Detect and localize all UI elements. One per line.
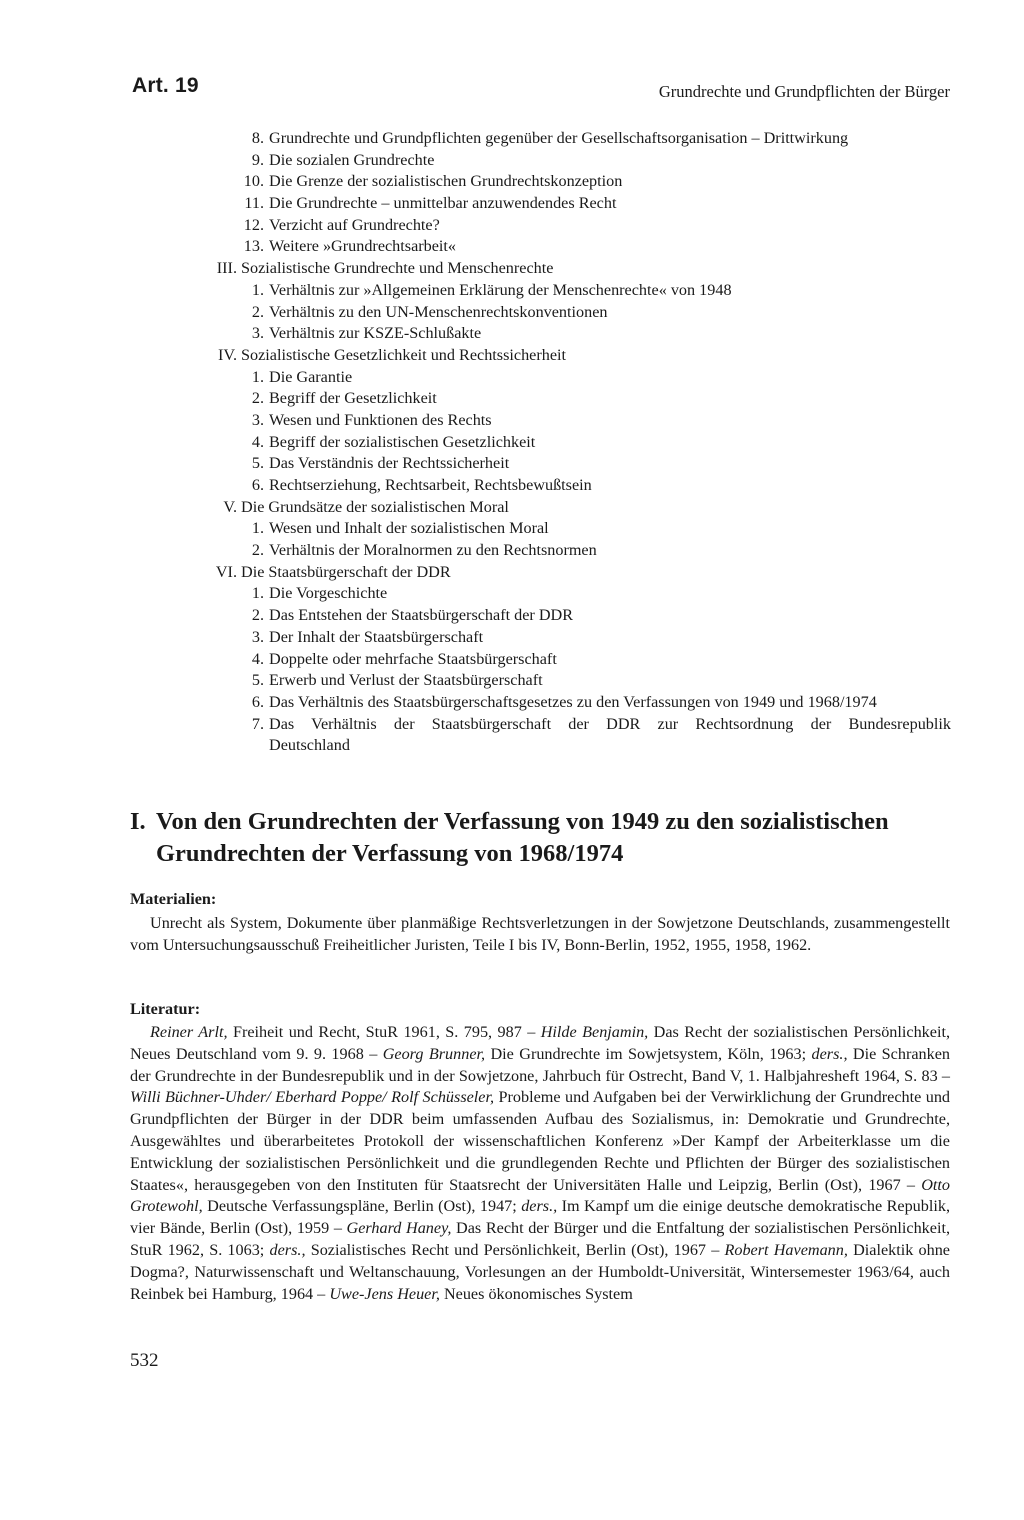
toc-number: 5. — [251, 671, 264, 690]
toc-item — [0, 518, 1024, 540]
toc-item — [0, 410, 1024, 432]
toc-number: 10. — [243, 172, 264, 191]
toc-text: Rechtserziehung, Rechtsarbeit, Rechtsbewußtsein — [269, 476, 592, 494]
toc-number: 2. — [251, 389, 264, 408]
citation-text: Das Recht der sozialistischen Persönlichkeit, Neues Deutschland vom 9. 9. 1968 – — [130, 1023, 950, 1063]
toc-section — [0, 562, 1024, 584]
toc-text: Wesen und Inhalt der sozialistischen Moral — [269, 519, 549, 538]
toc-number: 2. — [251, 606, 264, 625]
literatur-label: Literatur: — [130, 1000, 201, 1018]
toc-text: Wesen und Funktionen des Rechts — [269, 410, 492, 429]
toc-text: Das Verhältnis des Staatsbürgerschaftsgesetzes zu den Verfassungen von 1949 und 1968/1974 — [269, 692, 877, 711]
toc-text: Doppelte oder mehrfache Staatsbürgerschaft — [269, 649, 557, 668]
toc-text: Verhältnis zu den UN-Menschenrechtskonventionen — [269, 302, 608, 321]
toc-text: Die Vorgeschichte — [269, 584, 388, 603]
toc-number: 6. — [251, 692, 264, 711]
toc-text: Die Grenze der sozialistischen Grundrechtskonzeption — [269, 172, 623, 191]
toc-item — [0, 649, 1024, 671]
author-name: Hilde Benjamin, — [540, 1023, 649, 1041]
toc-text: Sozialistische Gesetzlichkeit und Rechtssicherheit — [241, 345, 567, 364]
toc-text-continuation: Deutschland — [269, 736, 350, 755]
toc-number: IV. — [217, 345, 237, 364]
toc-item — [0, 540, 1024, 562]
toc-item — [0, 302, 1024, 324]
toc-number: 3. — [251, 324, 264, 343]
toc-item — [0, 367, 1024, 389]
toc-text: Das Verhältnis der Staatsbürgerschaft der DDR zur Rechtsordnung der Bundesrepublik — [269, 714, 951, 733]
toc-text: Sozialistische Grundrechte und Menschenrechte — [241, 259, 554, 278]
toc-item — [0, 280, 1024, 302]
toc-text: Die Garantie — [269, 367, 353, 386]
author-name: Reiner Arlt, — [150, 1023, 228, 1041]
author-name: Uwe-Jens Heuer, — [329, 1284, 440, 1303]
table-of-contents — [0, 128, 1024, 757]
author-name: Georg Brunner, — [382, 1044, 486, 1063]
author-name: ders., — [521, 1197, 558, 1216]
toc-section — [0, 345, 1024, 367]
citation-text: Dialektik ohne Dogma?, Naturwissenschaft und Weltanschauung, Vorlesungen an der Humboldt-Universität, Wintersemester 1963/64, auch Reinbek bei Hamburg, 1964 – — [130, 1240, 950, 1303]
toc-text: Verhältnis zur KSZE-Schlußakte — [269, 324, 482, 343]
toc-number: 12. — [243, 215, 264, 234]
citation-text: Deutsche Verfassungspläne, Berlin (Ost), 1947; — [202, 1197, 522, 1216]
toc-text: Der Inhalt der Staatsbürgerschaft — [269, 627, 484, 646]
toc-number: 9. — [251, 150, 264, 169]
toc-item — [0, 627, 1024, 649]
toc-number: 1. — [251, 584, 264, 603]
article-label: Art. 19 — [132, 74, 199, 97]
page-number: 532 — [130, 1350, 159, 1371]
toc-text: Die Grundrechte – unmittelbar anzuwendendes Recht — [269, 194, 617, 213]
citation-text: Im Kampf um die einige deutsche demokratische Republik, vier Bände, Berlin (Ost), 1959 – — [130, 1197, 950, 1238]
toc-number: VI. — [215, 562, 237, 581]
toc-item — [0, 193, 1024, 215]
materialien-label: Materialien: — [130, 890, 217, 908]
citation-text: Probleme und Aufgaben bei der Verwirklichung der Grundrechte und Grundpflichten der Bürger in der DDR beim umfassenden Aufbau des Sozialismus, in: Demokratie und Grundrechte, Ausgewähltes und überarbeitetes Protokoll der wissenschaftlichen Konferenz »Der Kampf der Arbeiterklasse um die Entwicklung der sozialistischen Persönlichkeit und die grundlegenden Rechte und Pflichten der Bürger des sozialistischen Staates«, herausgegeben von den Instituten für Staatsrecht der Universitäten Halle und Leipzig, Berlin (Ost), 1967 – — [130, 1088, 951, 1194]
citation-text: Freiheit und Recht, StuR 1961, S. 795, 987 – — [227, 1023, 541, 1041]
toc-number: 3. — [251, 410, 264, 429]
toc-text: Grundrechte und Grundpflichten gegenüber der Gesellschaftsorganisation – Drittwirkung — [269, 129, 849, 147]
toc-text: Verhältnis zur »Allgemeinen Erklärung der Menschenrechte« von 1948 — [269, 280, 732, 299]
toc-number: 4. — [251, 649, 264, 668]
literatur-text — [130, 1022, 950, 1305]
toc-text: Die sozialen Grundrechte — [269, 150, 435, 169]
citation-text: Sozialistisches Recht und Persönlichkeit, Berlin (Ost), 1967 – — [305, 1240, 725, 1259]
toc-number: 13. — [243, 237, 264, 256]
toc-number: 4. — [251, 432, 264, 451]
toc-number: III. — [216, 259, 237, 278]
citation-text: Neues ökonomisches System — [439, 1284, 633, 1303]
toc-section — [0, 258, 1024, 280]
toc-number: 7. — [251, 714, 264, 733]
toc-item — [0, 583, 1024, 605]
toc-item — [0, 475, 1024, 497]
toc-text: Begriff der sozialistischen Gesetzlichkeit — [269, 432, 536, 451]
toc-item — [0, 714, 1024, 736]
citation-text: Die Grundrechte im Sowjetsystem, Köln, 1963; — [485, 1044, 812, 1063]
section-title-line-1: Von den Grundrechten der Verfassung von 1949 zu den sozialistischen — [156, 808, 889, 835]
toc-item — [0, 670, 1024, 692]
toc-number: 1. — [251, 519, 264, 538]
author-name: Robert Havemann, — [724, 1240, 848, 1259]
toc-item — [0, 692, 1024, 714]
toc-text: Die Grundsätze der sozialistischen Moral — [241, 497, 509, 516]
toc-number: 2. — [251, 541, 264, 560]
toc-text: Das Verständnis der Rechtssicherheit — [269, 454, 510, 473]
author-name: ders., — [811, 1044, 848, 1063]
toc-number: 1. — [251, 367, 264, 386]
section-title-line-2: Grundrechten der Verfassung von 1968/1974 — [156, 840, 624, 867]
toc-text: Begriff der Gesetzlichkeit — [269, 389, 437, 408]
toc-item — [0, 453, 1024, 475]
running-title: Grundrechte und Grundpflichten der Bürger — [658, 82, 950, 101]
toc-section — [0, 497, 1024, 519]
toc-item — [0, 236, 1024, 258]
toc-item — [0, 323, 1024, 345]
author-name: ders., — [269, 1240, 306, 1259]
toc-item — [0, 605, 1024, 627]
section-number: I. — [130, 808, 146, 835]
toc-text: Das Entstehen der Staatsbürgerschaft der DDR — [269, 606, 574, 625]
toc-text: Verzicht auf Grundrechte? — [269, 215, 440, 234]
toc-text: Weitere »Grundrechtsarbeit« — [269, 237, 457, 256]
toc-text: Die Staatsbürgerschaft der DDR — [241, 562, 451, 581]
citation-text: Die Schranken der Grundrechte in der Bundesrepublik und in der Sowjetzone, Jahrbuch für Ostrecht, Band V, 1. Halbjahresheft 1964, S. 83 – — [130, 1044, 950, 1085]
toc-item — [0, 128, 1024, 150]
toc-item — [0, 388, 1024, 410]
toc-number: 5. — [251, 454, 264, 473]
toc-text: Verhältnis der Moralnormen zu den Rechtsnormen — [269, 541, 597, 560]
author-name: Otto Grotewohl, — [130, 1175, 950, 1216]
author-name: Gerhard Haney, — [346, 1219, 452, 1238]
toc-item — [0, 432, 1024, 454]
author-name: Willi Büchner-Uhder/ Eberhard Poppe/ Rolf Schüsseler, — [130, 1088, 495, 1107]
toc-text: Erwerb und Verlust der Staatsbürgerschaft — [269, 671, 543, 690]
toc-item — [0, 150, 1024, 172]
toc-number: 6. — [251, 476, 264, 494]
toc-item — [0, 215, 1024, 237]
toc-item — [0, 171, 1024, 193]
toc-number: 3. — [251, 627, 264, 646]
toc-number: 2. — [251, 302, 264, 321]
toc-number: 11. — [244, 194, 264, 213]
toc-number: 8. — [251, 129, 264, 147]
materialien-text: Unrecht als System, Dokumente über planmäßige Rechtsverletzungen in der Sowjetzone Deutschlands, zusammengestellt vom Untersuchungsausschuß Freiheitlicher Juristen, Teile I bis IV, Bonn-Berlin, 1952, 1955, 1958, 1962. — [130, 914, 950, 954]
toc-number: 1. — [251, 280, 264, 299]
toc-number: V. — [223, 497, 237, 516]
citation-text: Das Recht der Bürger und die Entfaltung der sozialistischen Persönlichkeit, StuR 1962, S. 1063; — [130, 1219, 950, 1259]
section-heading — [130, 806, 950, 870]
